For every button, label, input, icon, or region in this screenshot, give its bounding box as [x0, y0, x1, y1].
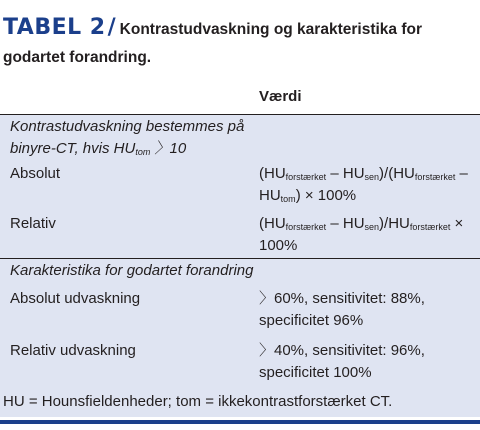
formula-part: (HU — [259, 215, 286, 232]
formula-part: × — [450, 215, 464, 232]
header-rule — [0, 114, 480, 115]
table-footnote: HU = Hounsfieldenheder; tom = ikkekontrastforstærket CT. — [3, 393, 393, 410]
formula-part: ) × 100% — [295, 187, 357, 204]
table-caption: Kontrastudvaskning og karakteristika for godartet forandring. — [3, 21, 422, 66]
row-label-relativ-udvaskning: Relativ udvaskning — [10, 342, 136, 359]
section-heading-characteristics: Karakteristika for godartet forandring — [10, 262, 254, 279]
row-value-absolut-udvaskning — [259, 288, 474, 332]
value-line: 〉40%, sensitivitet: 96%, — [259, 342, 425, 359]
formula-subscript: forstærket — [414, 172, 456, 182]
formula-part: 100% — [259, 237, 298, 254]
table-number: TABEL 2 — [3, 15, 106, 40]
value-line: 〉60%, sensitivitet: 88%, — [259, 290, 425, 307]
formula-subscript: forstærket — [409, 222, 451, 232]
formula-part: – — [455, 165, 468, 182]
formula-part: – HU — [326, 215, 365, 232]
bottom-bar — [0, 420, 480, 424]
value-line: specificitet 100% — [259, 364, 372, 381]
row-value-relativ — [259, 213, 474, 257]
title-slash: / — [107, 15, 116, 40]
header-value: Værdi — [259, 88, 302, 105]
row-value-relativ-udvaskning — [259, 340, 474, 384]
section-rule — [0, 258, 480, 259]
value-line: specificitet 96% — [259, 312, 364, 329]
row-value-absolut — [259, 163, 474, 207]
section-heading-subscript: tom — [135, 147, 151, 157]
section-heading-contrast — [10, 116, 250, 160]
row-label-absolut-udvaskning: Absolut udvaskning — [10, 290, 141, 307]
formula-part: – HU — [326, 165, 365, 182]
formula-subscript: sen — [364, 222, 380, 232]
section-heading-tail: 〉10 — [154, 140, 187, 157]
formula-subscript: tom — [280, 194, 296, 204]
formula-subscript: forstærket — [285, 172, 327, 182]
row-label-absolut: Absolut — [10, 165, 61, 182]
formula-part: )/(HU — [379, 165, 415, 182]
row-label-relativ: Relativ — [10, 215, 56, 232]
formula-part: (HU — [259, 165, 286, 182]
formula-part: )/HU — [379, 215, 410, 232]
section-heading-text: Kontrastudvaskning bestemmes på binyre-CT, hvis HU — [10, 118, 245, 157]
table-header — [0, 78, 480, 114]
data-table — [0, 78, 480, 417]
table-title — [3, 14, 473, 72]
formula-subscript: sen — [364, 172, 380, 182]
formula-subscript: forstærket — [285, 222, 327, 232]
formula-part: HU — [259, 187, 281, 204]
